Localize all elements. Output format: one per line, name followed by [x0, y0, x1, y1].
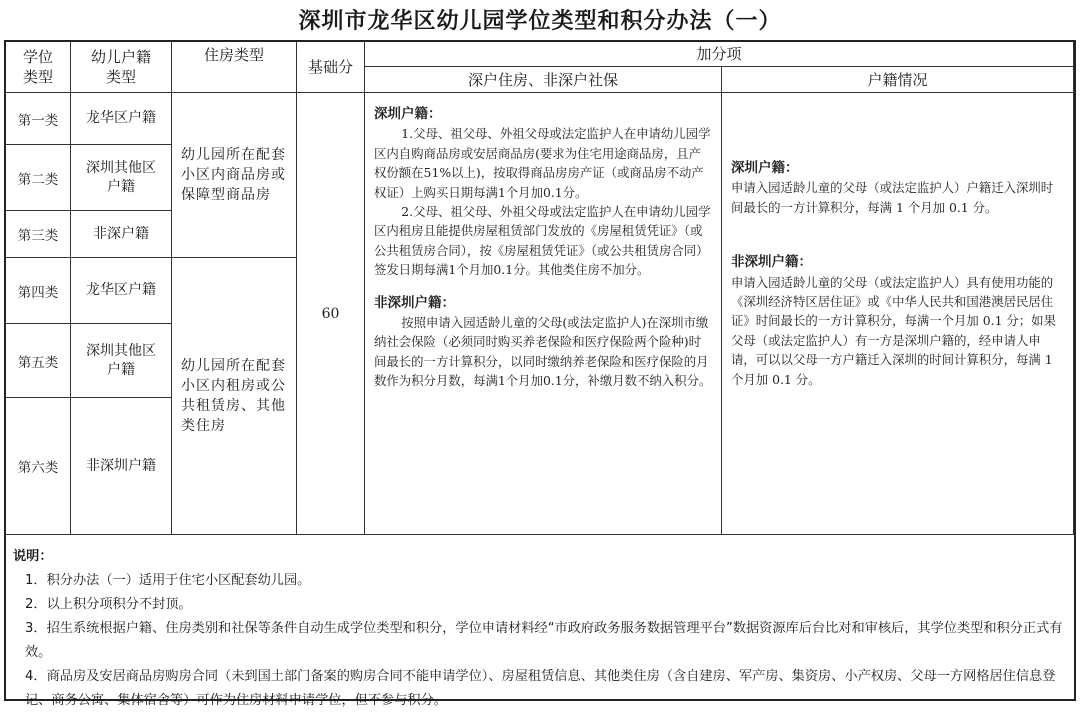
row-hukou-1: 龙华区户籍 — [71, 93, 172, 145]
bonus-hukou-nonsz-heading: 非深圳户籍： — [731, 254, 812, 271]
row-type-4: 第四类 — [6, 258, 71, 324]
bonus-housing-cell — [365, 93, 722, 535]
note-item-4: 4．商品房及安居商品房购房合同（未到国土部门备案的购房合同不能申请学位）、房屋租赁信息、其他类住房（含自建房、军产房、集资房、小产权房、父母一方网格居住信息登记、商务公寓、集体宿舍等）可作为住房材料申请学位，但不参与积分。 — [25, 669, 1056, 708]
bonus-housing-sz-heading: 深圳户籍： — [374, 106, 442, 122]
bonus-housing-nonsz-heading: 非深圳户籍： — [374, 294, 455, 311]
row-hukou-3: 非深户籍 — [71, 211, 172, 258]
housing-type-owned: 幼儿园所在配套小区内商品房或保障型商品房 — [172, 93, 297, 258]
bonus-housing-nonsz-text: 按照申请入园适龄儿童的父母(或法定监护人)在深圳市缴纳社会保险（必须同时购买养老保险和医疗保险两个险种)时间最长的一方计算积分，以同时缴纳养老保险和医疗保险的月数作为积分月数，每满1个月加0.1分，补缴月数不纳入积分。 — [374, 315, 712, 389]
row-hukou-2: 深圳其他区 户籍 — [71, 145, 172, 211]
row-type-6: 第六类 — [6, 398, 71, 535]
bonus-hukou-cell — [722, 93, 1074, 535]
row-hukou-4: 龙华区户籍 — [71, 258, 172, 324]
note-item-2: 2．以上积分项积分不封顶。 — [25, 597, 192, 612]
bonus-hukou-sz-text: 申请入园适龄儿童的父母（或法定监护人）户籍迁入深圳时间最长的一方计算积分，每满 1 个月加 0.1 分。 — [731, 180, 1054, 215]
header-bonus: 加分项 — [365, 42, 1074, 67]
score-table — [4, 40, 1076, 708]
bonus-housing-sz-item2: 2.父母、祖父母、外祖父母或法定监护人在申请幼儿园学区内租房且能提供房屋租赁部门发放的《房屋租赁凭证》（或公共租赁房合同），按《房屋租赁凭证》（或公共租赁房合同）签发日期每满1个月加0.1分。其他类住房不加分。 — [374, 204, 711, 278]
header-base-score: 基础分 — [297, 42, 365, 93]
note-item-1: 1．积分办法（一）适用于住宅小区配套幼儿园。 — [25, 573, 311, 588]
row-type-1: 第一类 — [6, 93, 71, 145]
notes-heading: 说明： — [13, 549, 53, 564]
bonus-housing-sz-item1: 1.父母、祖父母、外祖父母或法定监护人在申请幼儿园学区内自购商品房或安居商品房(要求为住宅用途商品房，且产权份额在51%以上)，按取得商品房房产证（或商品房不动产权证）上购买日期每满1个月加0.1分。 — [374, 126, 711, 200]
row-type-5: 第五类 — [6, 324, 71, 398]
row-hukou-6: 非深圳户籍 — [71, 398, 172, 535]
row-type-3: 第三类 — [6, 211, 71, 258]
header-type: 学位 类型 — [6, 42, 71, 93]
base-score: 60 — [297, 93, 365, 535]
page-title: 深圳市龙华区幼儿园学位类型和积分办法（一） — [298, 9, 782, 34]
header-housing: 住房类型 — [172, 42, 297, 93]
row-type-2: 第二类 — [6, 145, 71, 211]
row-hukou-5: 深圳其他区 户籍 — [71, 324, 172, 398]
header-bonus-hukou: 户籍情况 — [722, 67, 1074, 93]
note-item-3: 3．招生系统根据户籍、住房类别和社保等条件自动生成学位类型和积分，学位申请材料经“市政府政务服务数据管理平台”数据资源库后台比对和审核后，其学位类型和积分正式有效。 — [25, 621, 1063, 660]
bonus-hukou-nonsz-text: 申请入园适龄儿童的父母（或法定监护人）具有使用功能的《深圳经济特区居住证》或《中华人民共和国港澳居民居住证》时间最长的一方计算积分，每满一个月加 0.1 分；如果父母（或法定监护人）有一方是深圳户籍的，经申请人申请，可以以父母一方户籍迁入深圳的时间计算积分，每满 1 个月加 0.1 分。 — [731, 274, 1056, 387]
notes-section — [6, 535, 1074, 708]
header-bonus-housing: 深户住房、非深户社保 — [365, 67, 722, 93]
bonus-hukou-sz-heading: 深圳户籍： — [731, 160, 799, 176]
header-hukou: 幼儿户籍 类型 — [71, 42, 172, 93]
housing-type-rented: 幼儿园所在配套小区内租房或公共租赁房、其他类住房 — [172, 258, 297, 535]
